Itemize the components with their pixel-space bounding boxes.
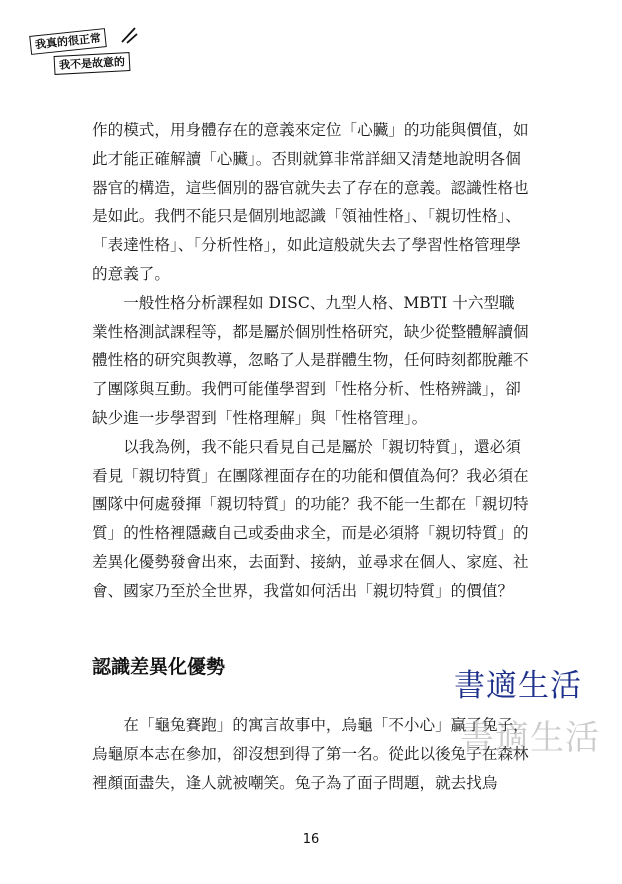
watermark-gray: 書適生活 (460, 718, 600, 758)
series-logo-line1: 我真的很正常 (29, 28, 107, 55)
series-logo (28, 22, 138, 80)
section-1-body (92, 116, 530, 606)
paragraph-3: 以我為例，我不能只看見自己是屬於「親切特質」，還必須看見「親切特質」在團隊裡面存在的功能和價值為何？我必須在團隊中何處發揮「親切特質」的功能？我不能一生都在「親切特質」的性格裡隱藏自己或委曲求全，而是必須將「親切特質」的差異化優勢發會出來，去面對、接納，並尋求在個人、家庭、社會、國家乃至於全世界，我當如何活出「親切特質」的價值？ (92, 437, 529, 600)
paragraph-2: 一般性格分析課程如 DISC、九型人格、MBTI 十六型職業性格測試課程等，都是屬於個別性格研究，缺少從整體解讀個體性格的研究與教導，忽略了人是群體生物，任何時刻都脫離不了團隊與互動。我們可能僅學習到「性格分析、性格辨識」，卻缺少進一步學習到「性格理解」與「性格管理」。 (92, 293, 529, 427)
logo-accent-lines-icon (120, 22, 138, 44)
series-logo-line2: 我不是故意的 (54, 52, 131, 75)
watermark-blue: 書適生活 (454, 668, 582, 704)
section-heading: 認識差異化優勢 (92, 656, 226, 678)
page-number: 16 (302, 832, 320, 847)
paragraph-4: 在「龜兔賽跑」的寓言故事中，烏龜「不小心」贏了兔子，烏龜原本志在參加，卻沒想到得了第一名。從此以後兔子在森林裡顏面盡失，逢人就被嘲笑。兔子為了面子問題，就去找烏 (92, 716, 529, 792)
paragraph-1: 作的模式，用身體存在的意義來定位「心臟」的功能與價值，如此才能正確解讀「心臟」。否則就算非常詳細又清楚地說明各個器官的構造，這些個別的器官就失去了存在的意義。認識性格也是如此。我們不能只是個別地認識「領袖性格」、「親切性格」、「表達性格」、「分析性格」，如此這般就失去了學習性格管理學的意義了。 (92, 121, 529, 283)
